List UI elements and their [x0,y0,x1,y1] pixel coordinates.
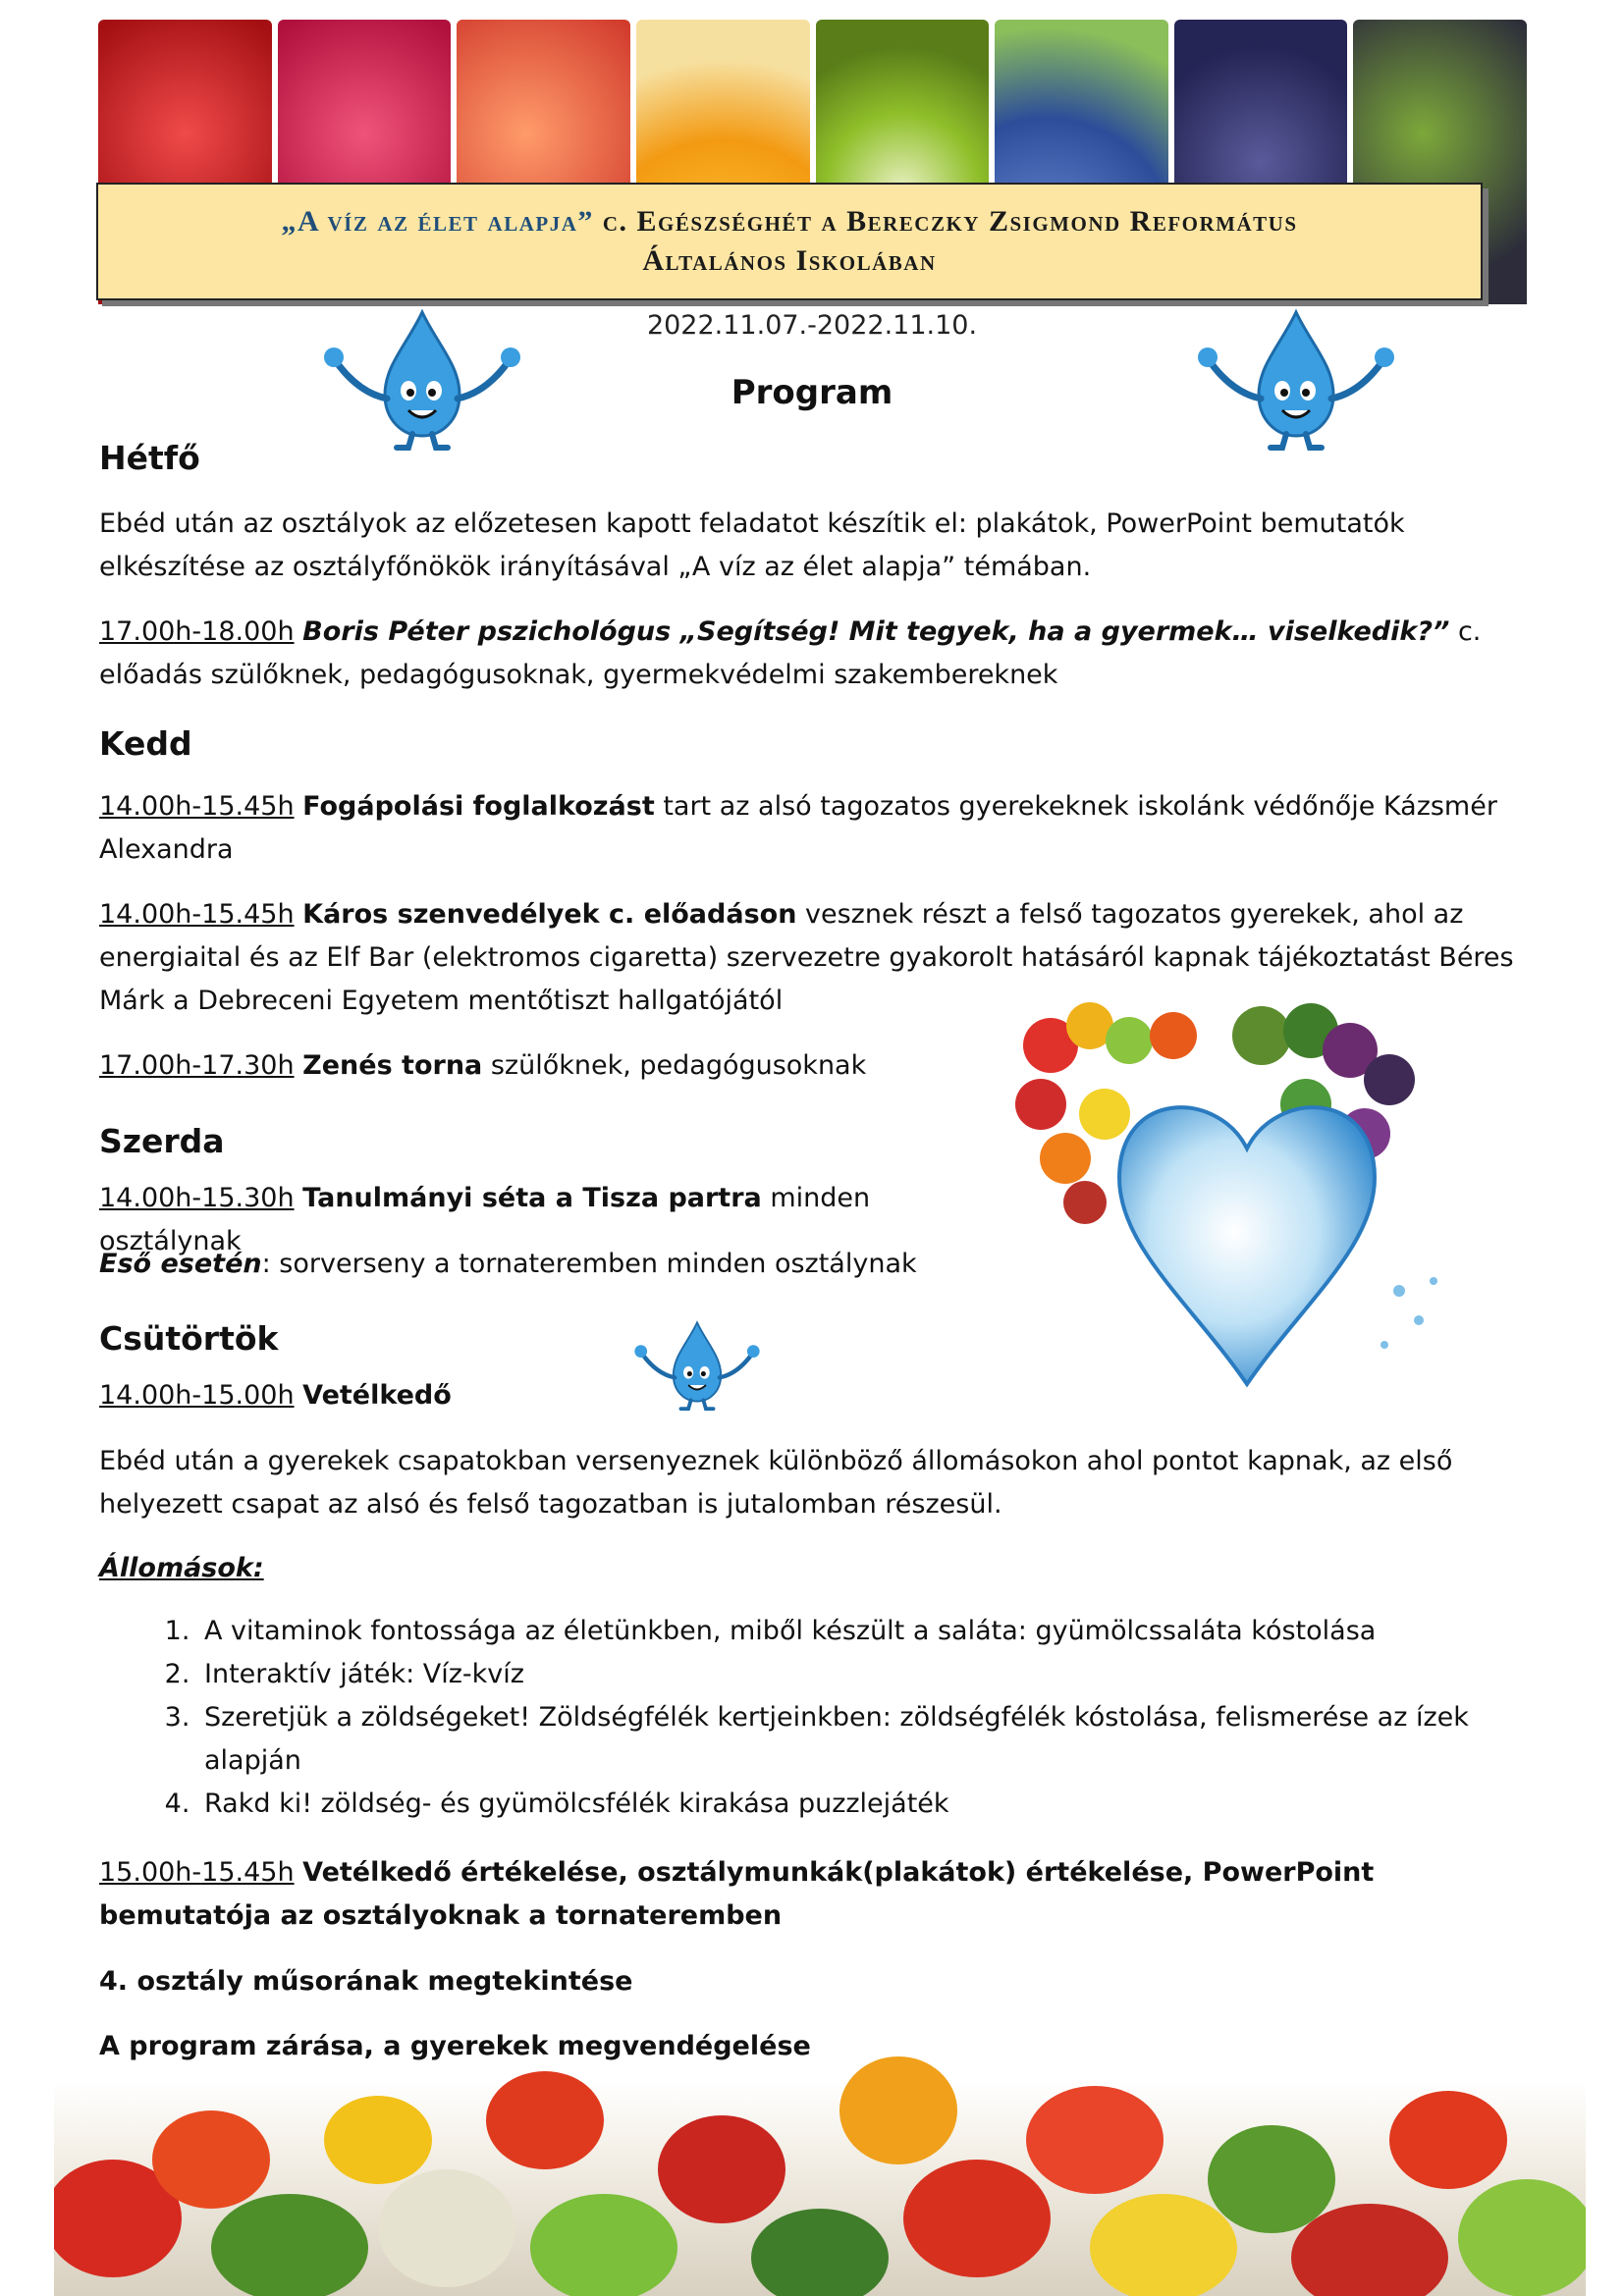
title-rest: c. Egészséghét a Bereczky Zsigmond Református [593,205,1298,238]
closing-item-1: 4. osztály műsorának megtekintése [99,1966,633,1997]
event-title: Vetélkedő [302,1380,452,1411]
event-title: Fogápolási foglalkozást [302,791,655,822]
day-heading-tuesday: Kedd [99,724,192,763]
day-heading-thursday: Csütörtök [99,1319,279,1358]
event-time: 14.00h-15.45h [99,899,295,930]
station-item: 1. A vitaminok fontossága az életünkben, miből készült a saláta: gyümölcssaláta kóstolása [198,1610,1573,1653]
event-time: 15.00h-15.45h [99,1857,295,1888]
wednesday-rain-note [99,1243,1012,1286]
day-heading-monday: Hétfő [99,439,200,477]
station-item: 3. Szeretjük a zöldségeket! Zöldségfélék kertjeinkben: zöldségfélék kóstolása, felismerése az ízek alapján [198,1696,1573,1783]
thursday-event-2 [99,1851,1523,1938]
event-details: tart az alsó tagozatos gyerekeknek iskolánk védőnője Kázsmér Alexandra [99,791,1497,865]
title-box [96,183,1483,300]
event-time: 14.00h-15.45h [99,791,295,822]
fruit-water-heart-image [1011,996,1463,1409]
event-details: c. előadás szülőknek, pedagógusoknak, gyermekvédelmi szakembereknek [99,616,1482,690]
rain-label: Eső esetén [99,1249,262,1279]
tuesday-event-1 [99,785,1523,872]
monday-event-1 [99,611,1523,697]
stations-label [99,1547,1523,1590]
event-title: Vetélkedő értékelése, osztálymunkák(plakátok) értékelése, PowerPoint bemutatója az osztályoknak a tornateremben [99,1857,1375,1931]
stations-heading: Állomások: [99,1553,264,1583]
event-title: Tanulmányi séta a Tisza partra [302,1183,762,1213]
event-details: szülőknek, pedagógusoknak [482,1050,867,1081]
event-time: 17.00h-17.30h [99,1050,295,1081]
monday-intro: Ebéd után az osztályok az előzetesen kapott feladatot készítik el: plakátok, PowerPoint bemutatók elkészítése az osztályfőnökök irányításával „A víz az élet alapja” témában. [99,508,1405,582]
thursday-event-1 [99,1374,688,1417]
water-drop-mascot-icon [314,304,530,452]
event-title: Zenés torna [302,1050,483,1081]
title-quote: „A víz az élet alapja” [281,205,594,238]
tuesday-event-3 [99,1044,1012,1088]
stations-list [147,1610,1573,1826]
event-details: vesznek részt a felső tagozatos gyerekek, ahol az energiaital és az Elf Bar (elektromos cigaretta) szervezetre gyakorolt hatásáról kapnak tájékoztatást Béres Márk a Debreceni Egyetem mentőtiszt hallgatójától [99,899,1514,1016]
date-range: 2022.11.07.-2022.11.10. [646,310,978,341]
event-time: 14.00h-15.30h [99,1183,295,1213]
rain-details: : sorverseny a tornateremben minden osztálynak [261,1249,917,1279]
thursday-description: Ebéd után a gyerekek csapatokban versenyeznek különböző állomásokon ahol pontot kapnak, az első helyezett csapat az alsó és felső tagozatban is jutalomban részesül. [99,1446,1453,1520]
closing-item-2: A program zárása, a gyerekek megvendégelése [99,2031,811,2061]
station-item: 4. Rakd ki! zöldség- és gyümölcsfélék kirakása puzzlejáték [198,1783,1573,1826]
event-time: 14.00h-15.00h [99,1380,295,1411]
day-heading-wednesday: Szerda [99,1122,225,1160]
event-time: 17.00h-18.00h [99,616,295,647]
event-details: minden osztálynak [99,1183,871,1256]
title-line-2: Általános Iskolában [642,244,937,277]
program-title: Program [731,373,893,412]
event-title: Káros szenvedélyek c. előadáson [302,899,797,930]
station-item: 2. Interaktív játék: Víz-kvíz [198,1653,1573,1696]
water-drop-mascot-icon [1188,304,1404,452]
event-title: Boris Péter pszichológus „Segítség! Mit tegyek, ha a gyermek… viselkedik?” [302,616,1450,647]
title-line-1 [281,202,1297,241]
